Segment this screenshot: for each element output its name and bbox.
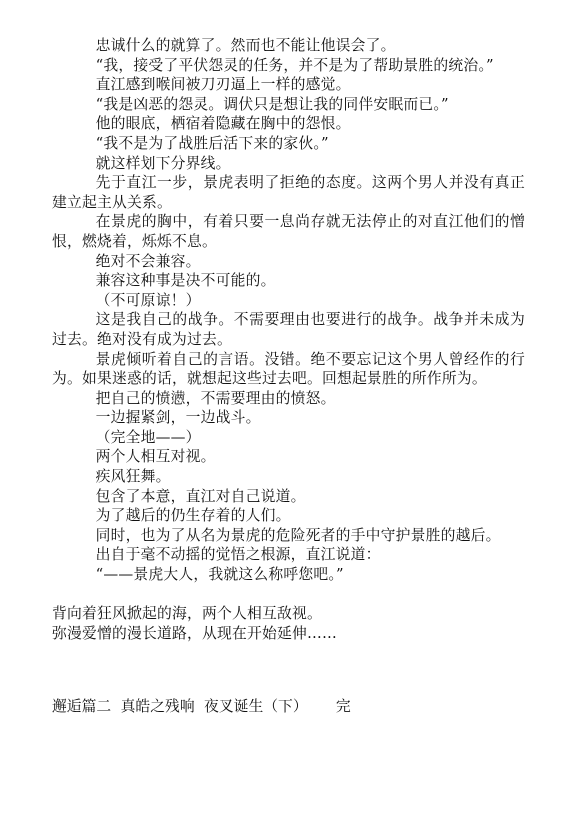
paragraph: 他的眼底，栖宿着隐藏在胸中的怨恨。	[95, 115, 351, 133]
footer-title: 真皓之残响	[120, 698, 195, 715]
paragraph: “我不是为了战胜后活下来的家伙。”	[95, 134, 329, 152]
footer-subtitle: 夜叉诞生（下）	[204, 698, 308, 715]
paragraph-gap	[52, 585, 525, 605]
paragraph: 绝对不会兼容。	[95, 252, 201, 270]
paragraph: 在景虎的胸中，有着只要一息尚存就无法停止的对直江他们的憎恨，燃烧着，烁烁不息。	[52, 213, 525, 250]
paragraph: 包含了本意，直江对自己说道。	[95, 487, 306, 505]
paragraph: 两个人相互对视。	[95, 448, 216, 466]
footer-chapter: 邂逅篇二	[52, 698, 112, 715]
paragraph: 同时，也为了从名为景虎的危险死者的手中守护景胜的越后。	[95, 526, 501, 544]
paragraph: 把自己的愤懑，不需要理由的愤怒。	[95, 389, 336, 407]
paragraph: 这是我自己的战争。不需要理由也要进行的战争。战争并未成为过去。绝对没有成为过去。	[52, 311, 525, 348]
paragraph: 疾风狂舞。	[95, 468, 171, 486]
chapter-footer	[52, 697, 351, 717]
paragraph: 出自于毫不动摇的觉悟之根源，直江说道：	[95, 546, 381, 564]
paragraph: “我是凶恶的怨灵。调伏只是想让我的同伴安眠而已。”	[95, 95, 449, 113]
paragraph: “——景虎大人，我就这么称呼您吧。”	[95, 566, 344, 584]
paragraph: 兼容这种事是决不可能的。	[95, 272, 276, 290]
closing-line: 弥漫爱憎的漫长道路，从现在开始延伸……	[52, 624, 337, 642]
paragraph: 直江感到喉间被刀刃逼上一样的感觉。	[95, 76, 351, 94]
body-text	[52, 36, 525, 643]
footer-end-mark: 完	[335, 698, 351, 715]
paragraph: 为了越后的仍生存着的人们。	[95, 507, 291, 525]
paragraph: （完全地——）	[95, 428, 201, 446]
paragraph: 先于直江一步，景虎表明了拒绝的态度。这两个男人并没有真正建立起主从关系。	[52, 174, 525, 211]
paragraph: 忠诚什么的就算了。然而也不能让他误会了。	[95, 37, 396, 54]
paragraph: （不可原谅！）	[95, 291, 201, 309]
paragraph: “我，接受了平伏怨灵的任务，并不是为了帮助景胜的统治。”	[95, 56, 494, 74]
paragraph: 景虎倾听着自己的言语。没错。绝不要忘记这个男人曾经作的行为。如果迷惑的话，就想起这些过去吧。回想起景胜的所作所为。	[52, 350, 525, 388]
closing-line: 背向着狂风掀起的海，两个人相互敌视。	[52, 605, 322, 623]
paragraph: 一边握紧剑，一边战斗。	[95, 409, 261, 427]
paragraph: 就这样划下分界线。	[95, 154, 231, 172]
